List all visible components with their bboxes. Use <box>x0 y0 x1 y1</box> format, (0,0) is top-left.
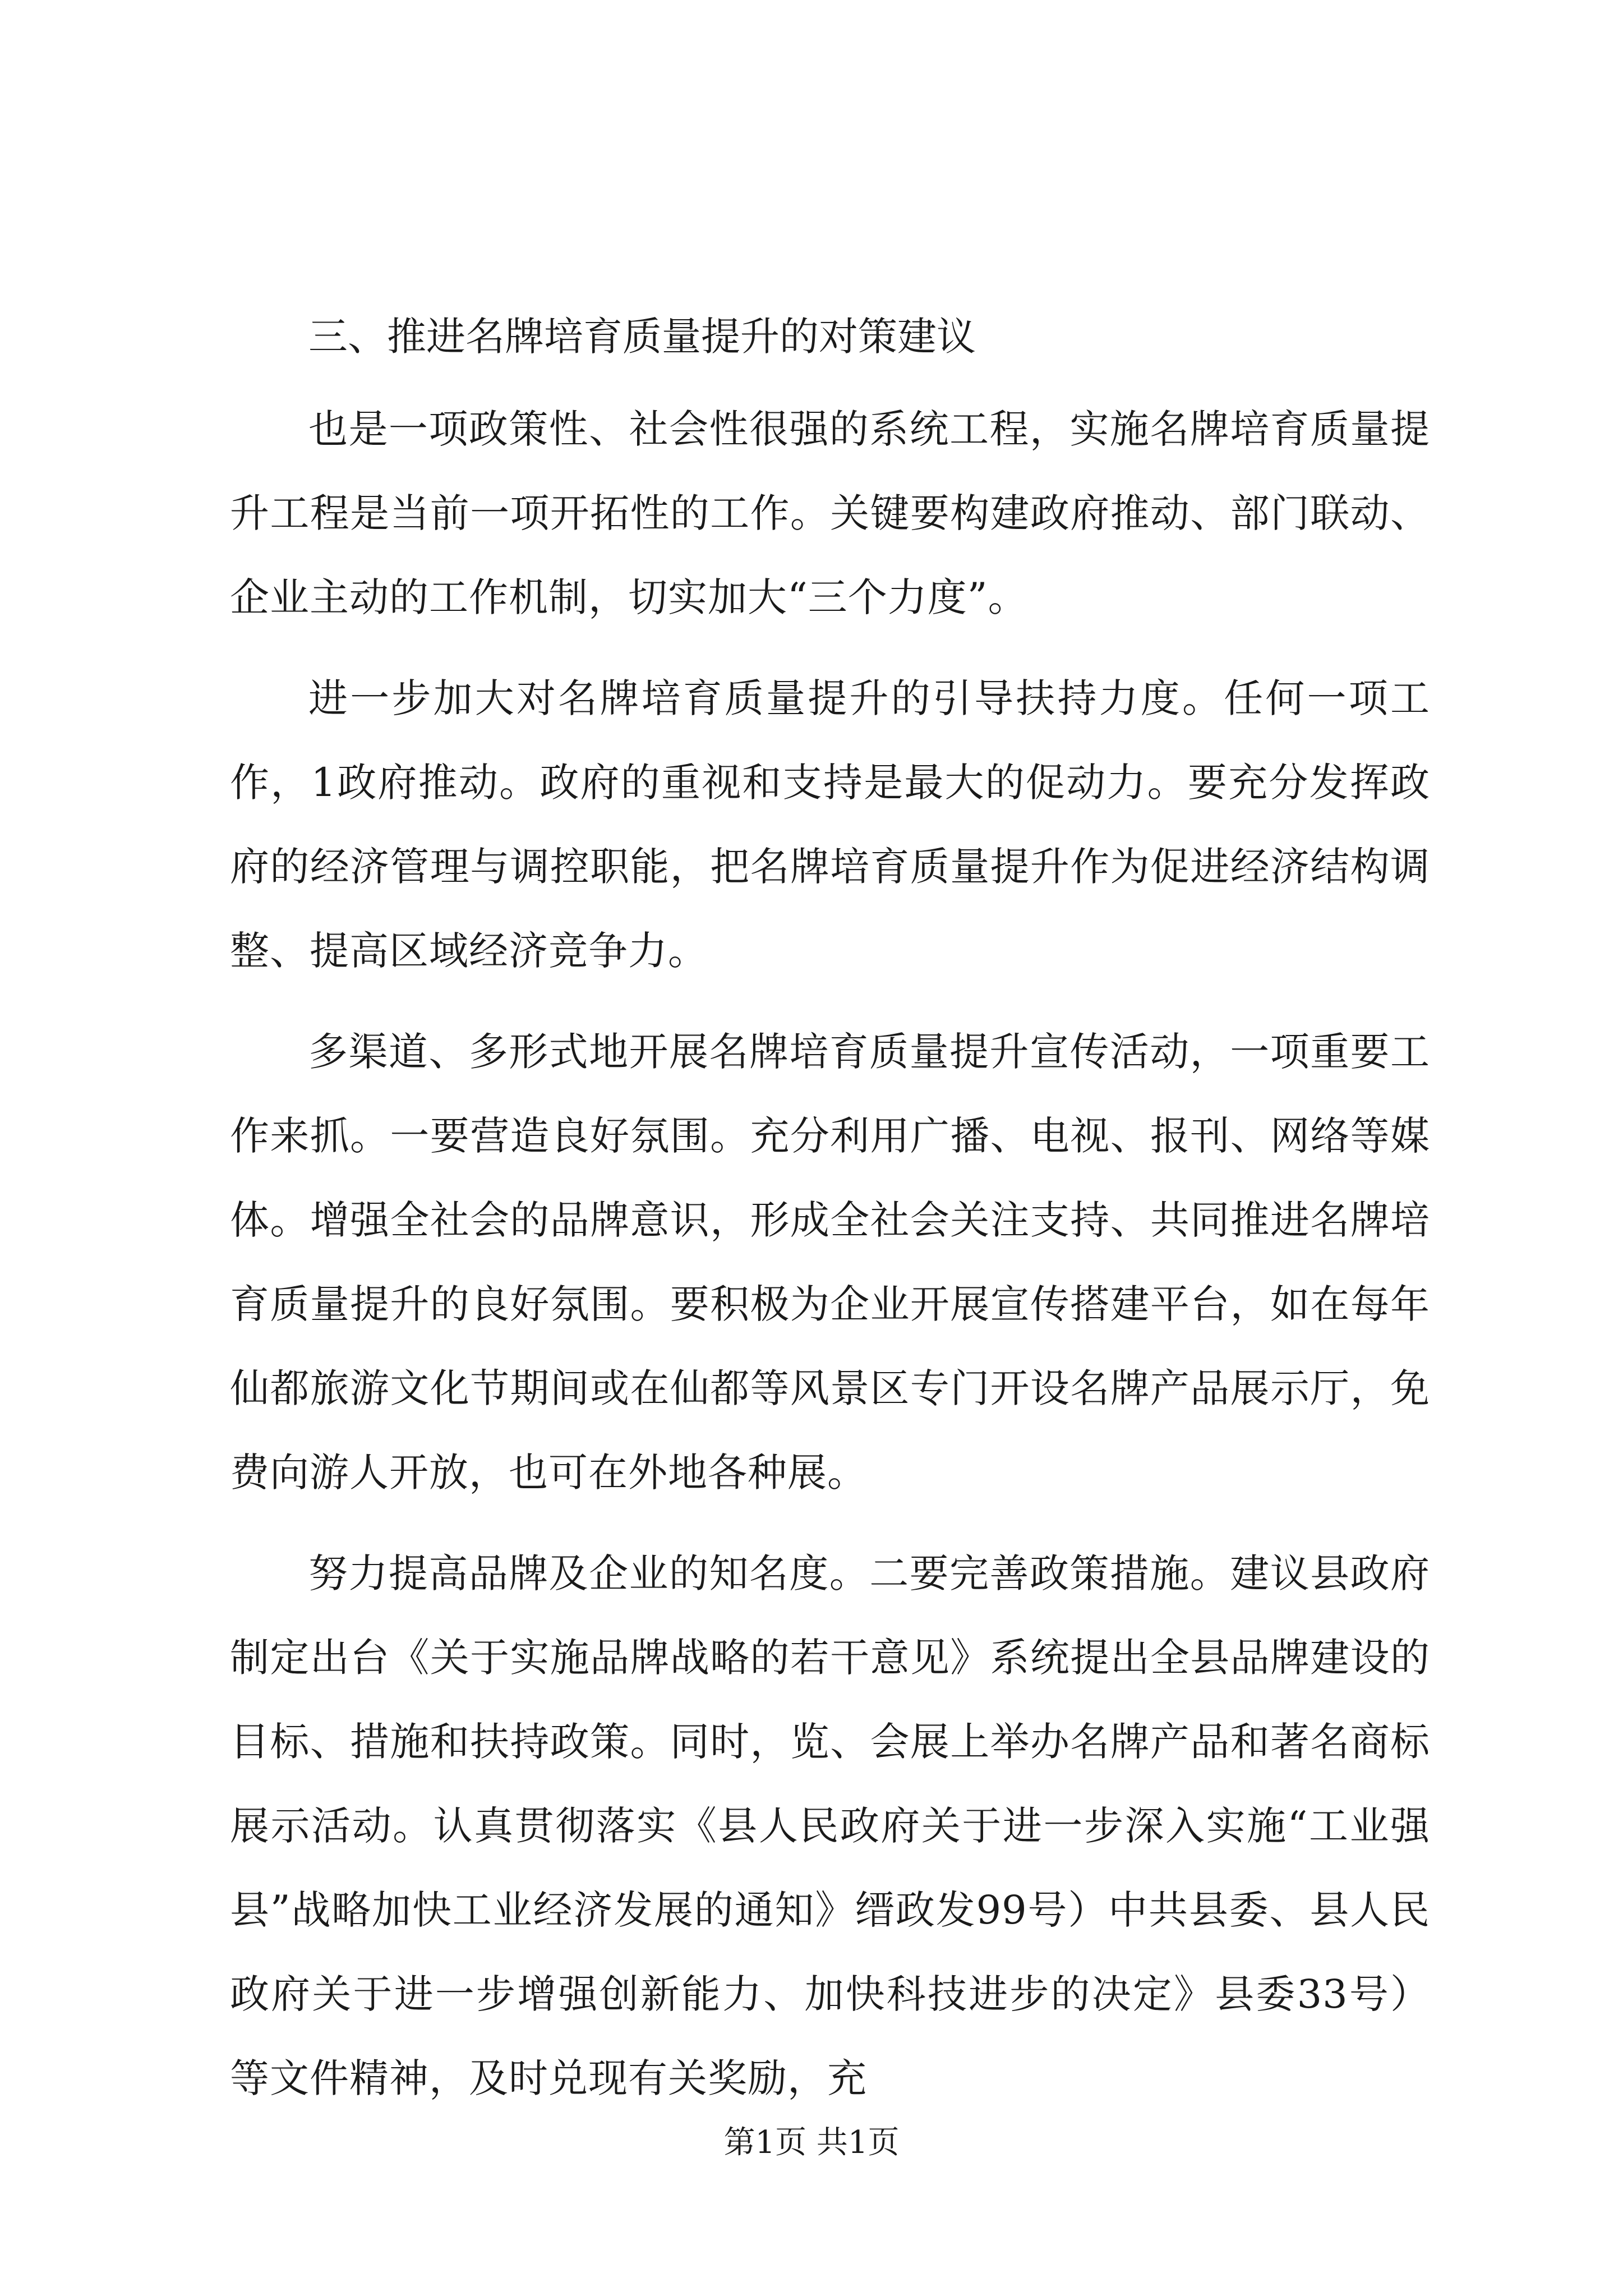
paragraph-3: 多渠道、多形式地开展名牌培育质量提升宣传活动，一项重要工作来抓。一要营造良好氛围。充分利用广播、电视、报刊、网络等媒体。增强全社会的品牌意识，形成全社会关注支持、共同推进名牌培育质量提升的良好氛围。要积极为企业开展宣传搭建平台，如在每年仙都旅游文化节期间或在仙都等风景区专门开设名牌产品展示厅，免费向游人开放，也可在外地各种展。 <box>230 1029 1430 1496</box>
paragraph-1: 也是一项政策性、社会性很强的系统工程，实施名牌培育质量提升工程是当前一项开拓性的工作。关键要构建政府推动、部门联动、企业主动的工作机制，切实加大“三个力度”。 <box>230 406 1430 620</box>
page-footer: 第1页 共1页 <box>723 2124 900 2161</box>
paragraph-2: 进一步加大对名牌培育质量提升的引导扶持力度。任何一项工作，1政府推动。政府的重视和支持是最大的促动力。要充分发挥政府的经济管理与调控职能，把名牌培育质量提升作为促进经济结构调整、提高区域经济竞争力。 <box>230 675 1430 974</box>
document-body <box>230 303 1430 2120</box>
section-heading: 三、推进名牌培育质量提升的对策建议 <box>308 314 976 360</box>
paragraph-4: 努力提高品牌及企业的知名度。二要完善政策措施。建议县政府制定出台《关于实施品牌战略的若干意见》系统提出全县品牌建设的目标、措施和扶持政策。同时，览、会展上举办名牌产品和著名商标展示活动。认真贯彻落实《县人民政府关于进一步深入实施“工业强县”战略加快工业经济发展的通知》缙政发99号）中共县委、县人民政府关于进一步增强创新能力、加快科技进步的决定》县委33号）等文件精神，及时兑现有关奖励，充 <box>230 1550 1430 2101</box>
